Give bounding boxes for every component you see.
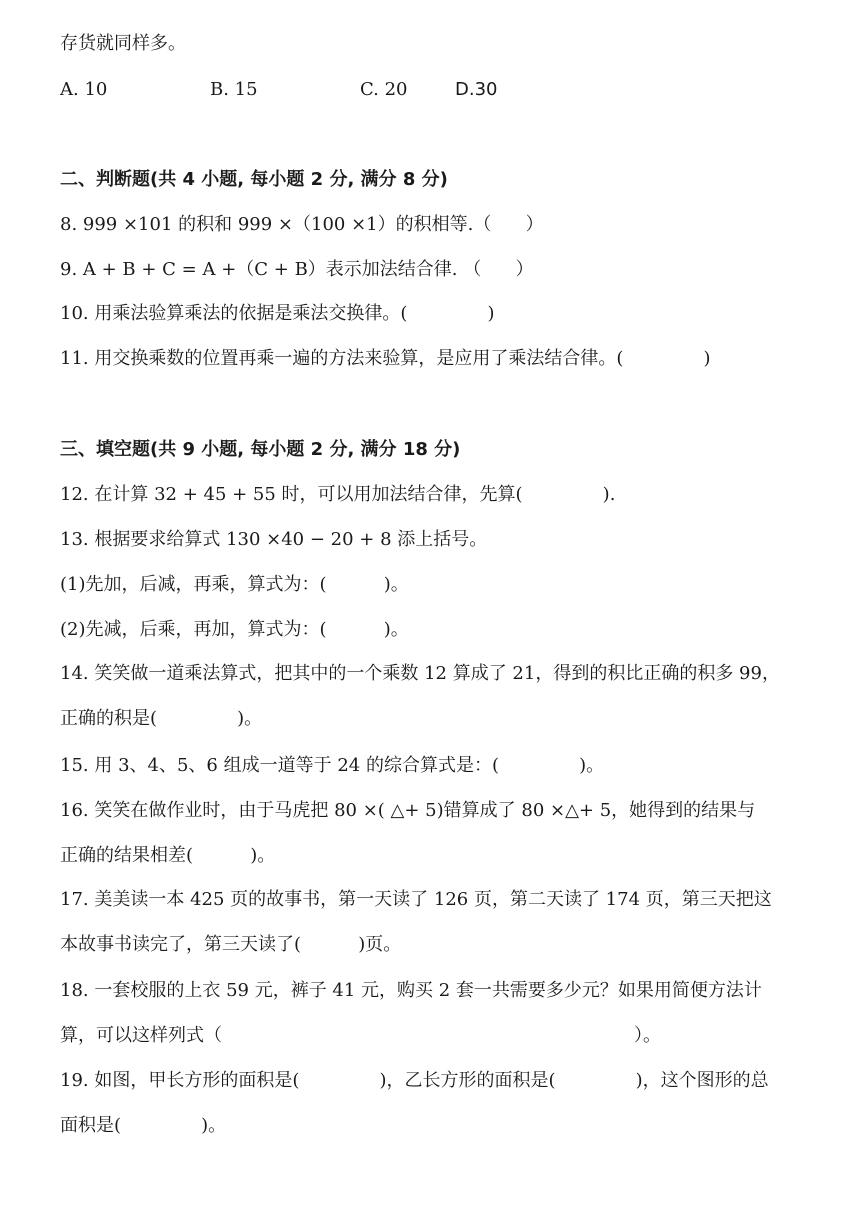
question-13: 13. 根据要求给算式 130 ×40 − 20 + 8 添上括号。 [60,529,488,550]
question-12: 12. 在计算 32 + 45 + 55 时，可以用加法结合律，先算( ). [60,484,616,505]
question-14-line-2: 正确的积是( )。 [60,708,263,729]
question-8: 8. 999 ×101 的积和 999 ×（100 ×1）的积相等.（ ） [60,214,544,235]
question-18-line-2: 算，可以这样列式（ ）。 [60,1025,661,1046]
option-c: C. 20 [360,79,408,100]
question-10: 10. 用乘法验算乘法的依据是乘法交换律。( ) [60,303,495,324]
section-3-heading: 三、填空题(共 9 小题, 每小题 2 分, 满分 18 分) [60,439,461,460]
question-14-line-1: 14. 笑笑做一道乘法算式，把其中的一个乘数 12 算成了 21，得到的积比正确的积多 99， [60,663,780,684]
continued-text: 存货就同样多。 [60,33,186,54]
question-15: 15. 用 3、4、5、6 组成一道等于 24 的综合算式是：( )。 [60,755,605,776]
option-d: D.30 [455,79,498,100]
question-18-line-1: 18. 一套校服的上衣 59 元，裤子 41 元，购买 2 套一共需要多少元？如果用简便方法计 [60,980,762,1001]
question-13-part-2: (2)先减，后乘，再加，算式为：( )。 [60,619,409,640]
option-a: A. 10 [60,79,108,100]
question-11: 11. 用交换乘数的位置再乘一遍的方法来验算，是应用了乘法结合律。( ) [60,348,711,369]
question-13-part-1: (1)先加，后减，再乘，算式为：( )。 [60,574,409,595]
question-19-line-2: 面积是( )。 [60,1115,227,1136]
question-9: 9. A + B + C = A +（C + B）表示加法结合律. （ ） [60,259,534,280]
question-19-line-1: 19. 如图，甲长方形的面积是( )，乙长方形的面积是( )，这个图形的总 [60,1070,769,1091]
question-16-line-1: 16. 笑笑在做作业时，由于马虎把 80 ×( △+ 5)错算成了 80 ×△+ 5，她得到的结果与 [60,800,756,821]
question-17-line-1: 17. 美美读一本 425 页的故事书，第一天读了 126 页，第二天读了 174 页，第三天把这 [60,889,772,910]
option-b: B. 15 [210,79,258,100]
section-2-heading: 二、判断题(共 4 小题, 每小题 2 分, 满分 8 分) [60,169,448,190]
question-16-line-2: 正确的结果相差( )。 [60,845,276,866]
question-17-line-2: 本故事书读完了，第三天读了( )页。 [60,934,402,955]
